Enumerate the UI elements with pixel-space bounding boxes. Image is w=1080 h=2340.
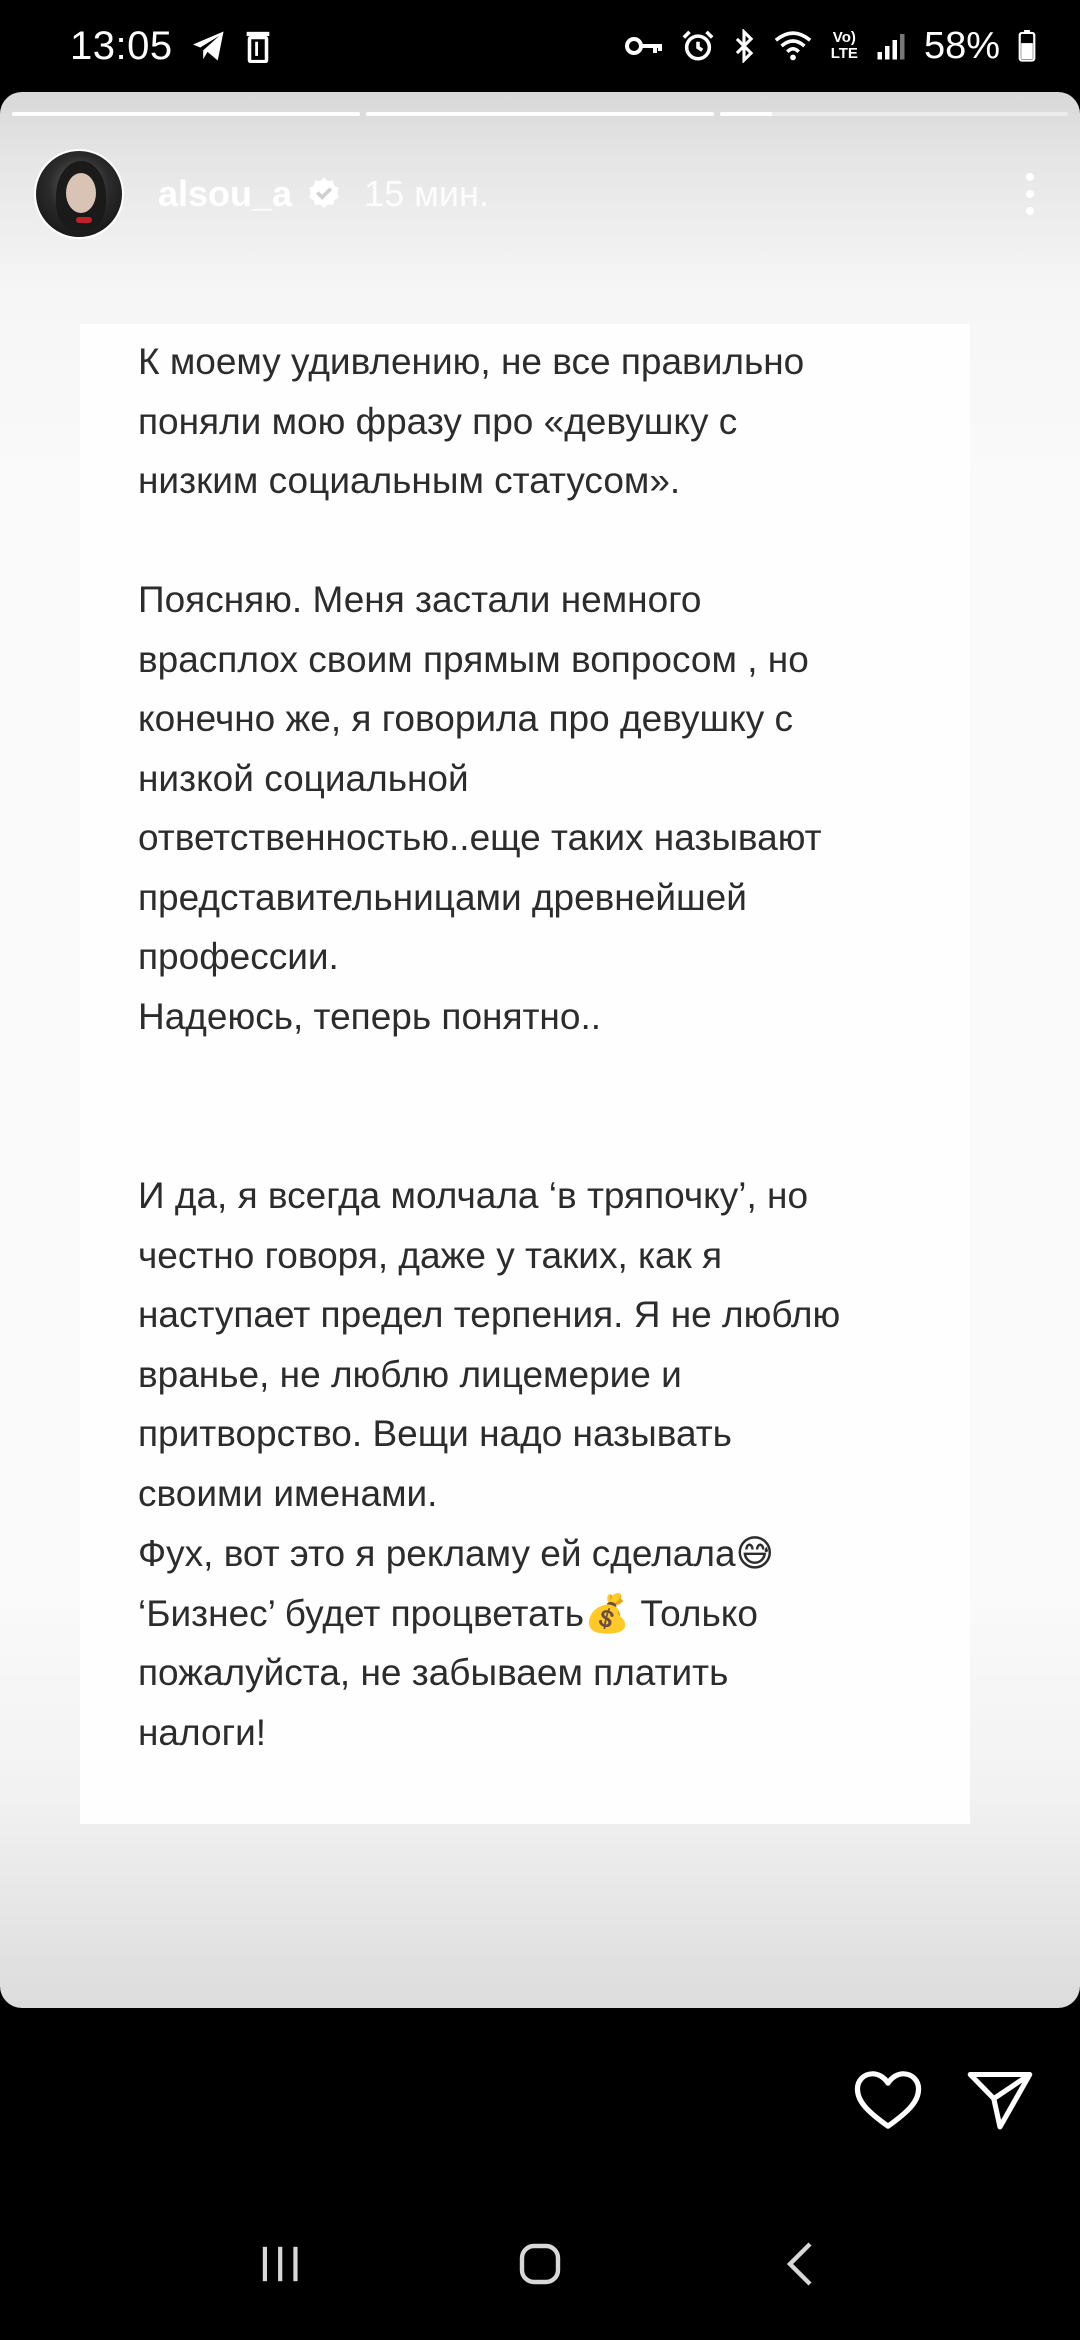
progress-segment [12, 112, 360, 116]
home-icon [516, 2240, 564, 2288]
status-time: 13:05 [70, 23, 173, 68]
trash-icon [245, 29, 271, 63]
status-left [70, 24, 271, 69]
volte-label: Vo) [832, 29, 856, 46]
signal-icon [876, 31, 906, 61]
alarm-icon [681, 29, 715, 63]
story-paragraph-1: К моему удивлению, не все правильно поняли мою фразу про «девушку с низким социальным статусом». [138, 341, 805, 501]
recent-apps-icon [257, 2243, 303, 2285]
avatar[interactable] [34, 149, 124, 239]
story-header [34, 144, 1050, 244]
network-type-label [831, 30, 858, 62]
dot-icon [1026, 207, 1034, 215]
dot-icon [1026, 173, 1034, 181]
recent-apps-button[interactable] [250, 2234, 310, 2294]
telegram-icon [191, 30, 227, 62]
verified-badge-icon [306, 176, 342, 212]
dot-icon [1026, 190, 1034, 198]
share-button[interactable] [966, 2068, 1034, 2132]
lte-label: LTE [830, 45, 858, 62]
story-progress [12, 112, 1068, 116]
wifi-icon [773, 30, 813, 62]
progress-segment [366, 112, 714, 116]
post-time: 15 мин. [364, 173, 489, 214]
like-button[interactable] [852, 2068, 924, 2132]
vpn-key-icon [625, 35, 663, 57]
battery-percent: 58% [923, 24, 1000, 67]
status-right [625, 25, 1036, 68]
story-paragraph-4: Фух, вот это я рекламу ей сделала😅 ‘Бизнес’ будет процветать💰 Только пожалуйста, не забываем платить налоги! [138, 1533, 775, 1753]
story-paragraph-2: Поясняю. Меня застали немного врасплох своим прямым вопросом , но конечно же, я говорила про девушку с низкой социальной ответственностью..еще таких называют представительницами древнейшей профессии. Надеюсь, теперь понятно.. [138, 579, 822, 1037]
battery-icon [1018, 30, 1036, 62]
story-actions-bar [0, 2008, 1080, 2188]
home-button[interactable] [510, 2234, 570, 2294]
send-icon [966, 2068, 1034, 2132]
heart-icon [852, 2068, 924, 2132]
back-icon [785, 2240, 815, 2288]
back-button[interactable] [770, 2234, 830, 2294]
progress-segment-current [720, 112, 1068, 116]
story-paragraph-3: И да, я всегда молчала ‘в тряпочку’, но честно говоря, даже у таких, как я наступает предел терпения. Я не люблю вранье, не люблю лицемерие и притворство. Вещи надо называть своими именами. [138, 1175, 841, 1514]
system-nav-bar [0, 2188, 1080, 2340]
status-bar [0, 0, 1080, 92]
more-options-button[interactable] [1010, 164, 1050, 224]
bluetooth-icon [733, 29, 755, 63]
story-viewer[interactable] [0, 92, 1080, 2008]
username[interactable]: alsou_a [158, 173, 293, 214]
